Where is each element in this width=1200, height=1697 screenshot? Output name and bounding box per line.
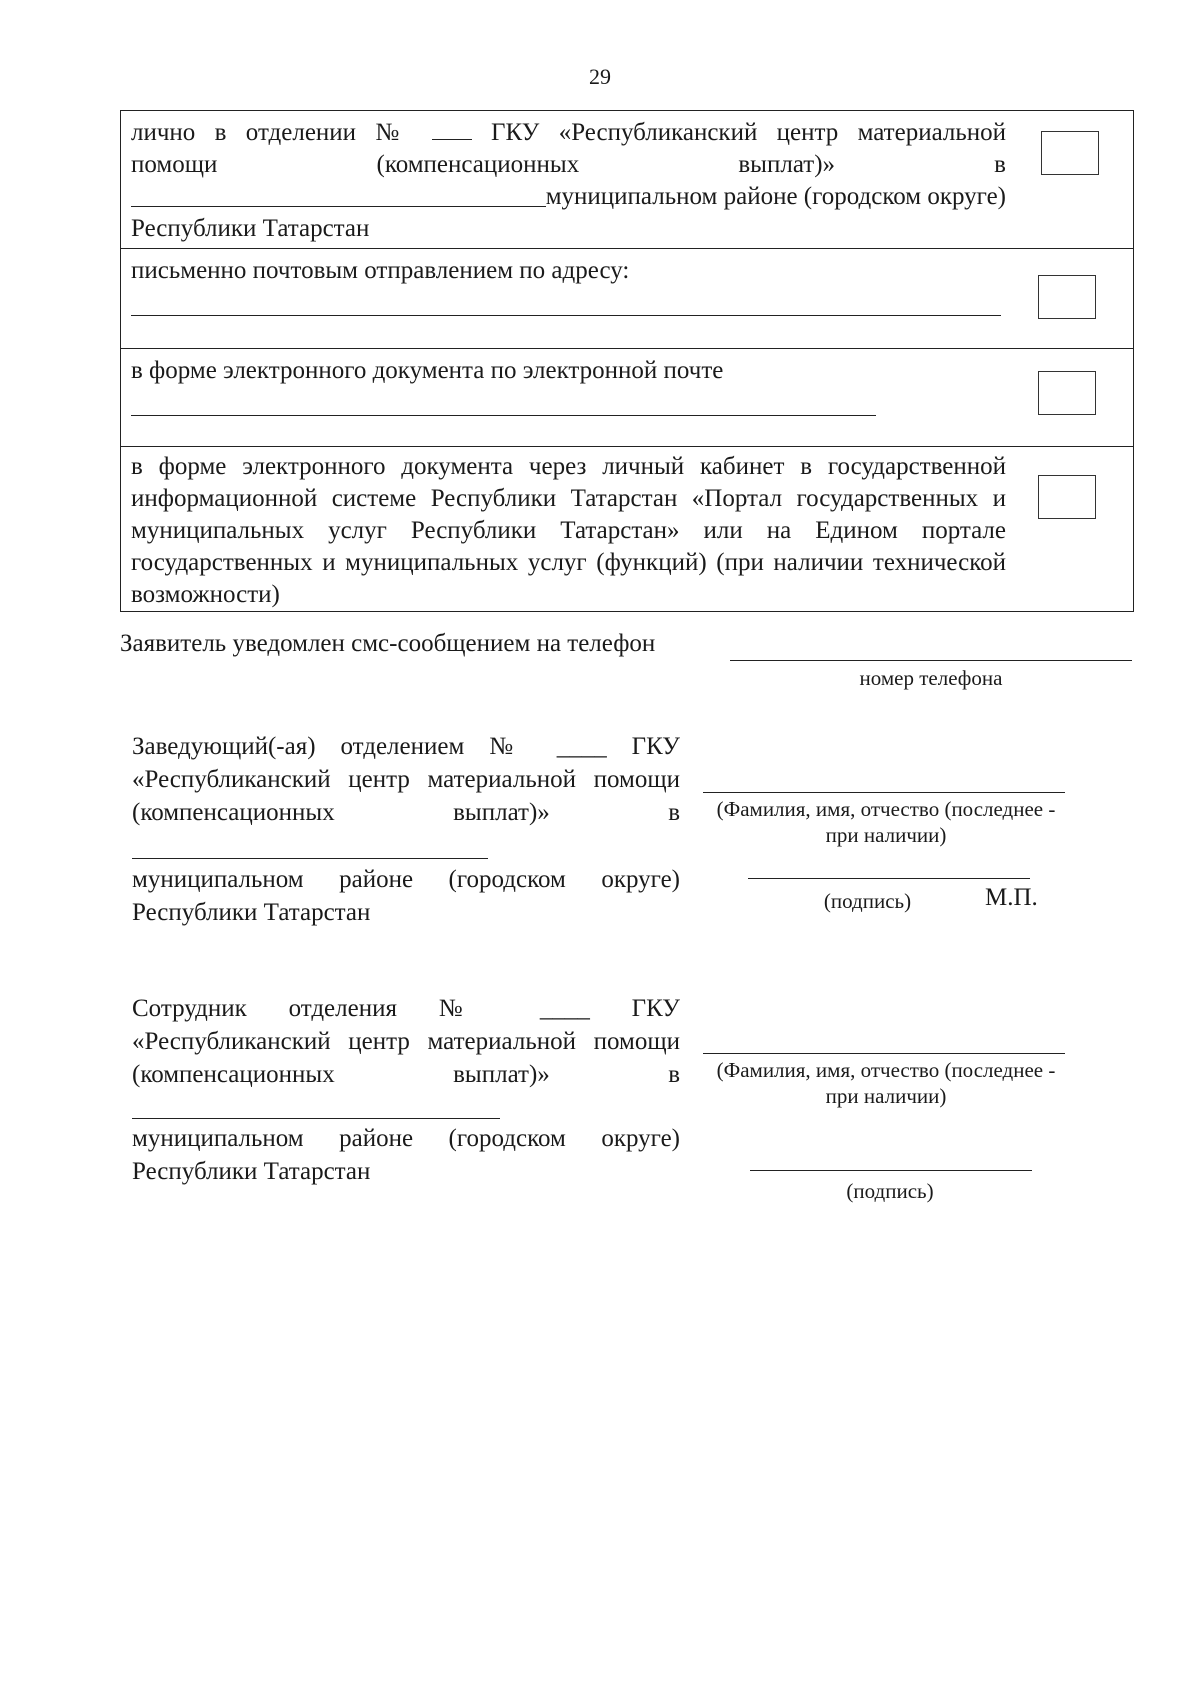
stamp-label: М.П. — [985, 884, 1038, 911]
employee-district-line — [132, 1118, 500, 1119]
page-number: 29 — [589, 64, 611, 89]
employee-signature-text-1: Сотрудник отделения № ____ ГКУ «Республиканский центр материальной помощи (компенсационных выплат)» в — [132, 995, 680, 1088]
address-line — [131, 315, 1001, 316]
in-person-line-1: лично в отделении № ГКУ «Республиканский центр материальной — [131, 119, 1007, 146]
employee-signature-caption: (подпись) — [846, 1179, 934, 1203]
option-row-via-portal — [121, 447, 1133, 611]
employee-name-line — [703, 1053, 1065, 1054]
sms-notice-text: Заявитель уведомлен смс-сообщением на телефон — [120, 630, 656, 657]
checkbox-via-portal[interactable] — [1038, 475, 1096, 519]
employee-signature-text-2: муниципальном районе (городском округе) Республики Татарстан — [132, 1125, 680, 1185]
phone-number-line — [730, 660, 1132, 661]
option-text-by-mail: письменно почтовым отправлением по адресу: — [131, 257, 630, 284]
in-person-line-2: помощи (компенсационных выплат)» в — [131, 151, 1006, 178]
option-text-via-portal: в форме электронного документа через личный кабинет в государственной информационной системе Республики Татарстан «Портал государственных и муниципальных услуг Республики Татарстан» или на Едином портале государственных и муниципальных услуг (функций) (при наличии технической возможности) — [131, 453, 1006, 608]
in-person-line-4: Республики Татарстан — [131, 215, 370, 242]
email-line — [131, 415, 876, 416]
checkbox-by-email[interactable] — [1038, 371, 1096, 415]
head-signature-caption: (подпись) — [823, 889, 912, 913]
in-person-line-3: муниципальном районе (городском округе) — [131, 181, 1006, 213]
head-signature-text-1: Заведующий(-ая) отделением № ____ ГКУ «Республиканский центр материальной помощи (компенсационных выплат)» в — [132, 733, 680, 826]
employee-signature-line — [750, 1170, 1032, 1171]
employee-name-caption: (Фамилия, имя, отчество (последнее - при наличии) — [716, 1058, 1056, 1108]
option-row-by-mail — [121, 249, 1133, 349]
option-text-by-email: в форме электронного документа по электронной почте — [131, 357, 724, 384]
option-row-by-email — [121, 349, 1133, 447]
delivery-options-table — [120, 110, 1134, 612]
checkbox-in-person[interactable] — [1041, 131, 1099, 175]
option-row-in-person — [121, 111, 1133, 249]
head-district-line — [132, 858, 488, 859]
head-signature-text-2: муниципальном районе (городском округе) Республики Татарстан — [132, 866, 680, 926]
phone-number-caption: номер телефона — [859, 666, 1003, 690]
head-name-line — [703, 792, 1065, 793]
option-text-in-person — [131, 117, 1006, 245]
head-signature-line — [748, 878, 1030, 879]
head-name-caption: (Фамилия, имя, отчество (последнее - при наличии) — [716, 797, 1056, 847]
checkbox-by-mail[interactable] — [1038, 275, 1096, 319]
